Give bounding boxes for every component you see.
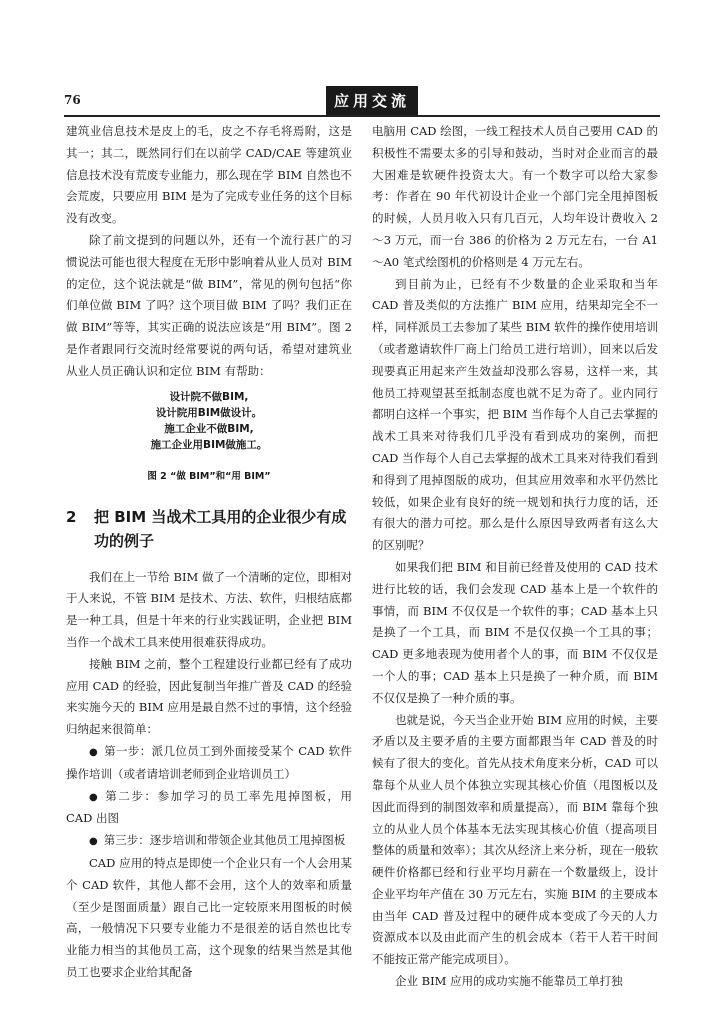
left-column	[66, 121, 352, 984]
figure-caption: 图 2 “做 BIM”和“用 BIM”	[147, 470, 271, 482]
figure-line: 施工企业用BIM做施工。	[150, 438, 268, 451]
section-title: 把 BIM 当战术工具用的企业很少有成功的例子	[94, 507, 347, 550]
paragraph: CAD 应用的特点是即使一个企业只有一个人会用某个 CAD 软件，其他人都不会用，这个人的效率和质量（至少是图面质量）跟自己比一定较原来用图板的时候高，一般情况下只要专业能力不是很差的话自然也比专业能力相当的其他员工高，这个现象的结果当然是其他员工也要求企业给其配备	[66, 855, 352, 979]
list-item-text: 第二步：参加学习的员工率先甩掉图板，用 CAD 出图	[66, 788, 352, 826]
figure-line: 设计院用BIM做设计。	[155, 406, 263, 419]
figure-line: 设计院不做BIM,	[169, 390, 249, 403]
list-item-text: 第三步：逐步培训和带领企业其他员工甩掉图板	[103, 833, 346, 848]
bullet-icon: ●	[89, 791, 100, 803]
bullet-icon: ●	[89, 746, 99, 758]
paragraph: 企业 BIM 应用的成功实施不能靠员工单打独	[395, 974, 623, 989]
right-column	[372, 121, 658, 993]
section-label: 应用交流	[326, 86, 418, 115]
paragraph: 也就是说，今天当企业开始 BIM 应用的时候，主要矛盾以及主要矛盾的主要方面都跟当年 CAD 普及的时候有了很大的变化。首先从技术角度来分析，CAD 可以靠每个从业人员个体独立实现其核心价值（甩图板以及因此而得到的制图效率和质量提高），而 BIM 靠每个独立的从业人员个体基本无法实现其核心价值（提高项目整体的质量和效率）；其次从经济上来分析，现在一般软硬件价格都已经和行业平均月薪在一个数量级上，设计企业平均年产值在 30 万元左右，实施 BIM 的主要成本由当年 CAD 普及过程中的硬件成本变成了今天的人力资源成本以及由此而产生的机会成本（若干人若干时间不能按正常产能完成项目）。	[372, 712, 658, 967]
paragraph: 到目前为止，已经有不少数量的企业采取和当年 CAD 普及类似的方法推广 BIM 应用，结果却完全不一样，同样派员工去参加了某些 BIM 软件的操作使用培训（或者邀请软件厂商上门给员工进行培训），回来以后发现要真正用起来产生效益却没那么容易，这样一来，其他员工持观望甚至抵制态度也就不足为奇了。业内同行都明白这样一个事实，把 BIM 当作每个人自己去掌握的战术工具来对待我们几乎没有看到成功的案例，而把 CAD 当作每个人自己去掌握的战术工具来对待我们看到和得到了甩掉图版的成功，但其应用效率和水平仍然比较低，如果企业有良好的统一规划和执行力度的话，还有很大的潜力可挖。那么是什么原因导致两者有这么大的区别呢？	[372, 276, 658, 553]
page-number: 76	[64, 93, 81, 107]
list-item	[66, 786, 352, 831]
paragraph: 如果我们把 BIM 和目前已经普及使用的 CAD 技术进行比较的话，我们会发现 CAD 基本上是一个软件的事情，而 BIM 不仅仅是一个软件的事；CAD 基本上只是换了一个工具，而 BIM 不是仅仅换一个工具的事；CAD 更多地表现为使用者个人的事，而 BIM 不仅仅是一个人的事；CAD 基本上只是换了一种介质，而 BIM 不仅仅是换了一种介质的事。	[372, 559, 658, 705]
list-item	[66, 830, 352, 853]
header-rule	[64, 115, 660, 117]
figure-2	[66, 389, 352, 485]
figure-line: 施工企业不做BIM,	[164, 422, 254, 435]
paragraph: 建筑业信息技术是皮上的毛，皮之不存毛将焉附，这是其一；其二，既然同行们在以前学 CAD/CAE 等建筑业信息技术没有荒废专业能力，那么现在学 BIM 自然也不会荒废，只要应用 BIM 是为了完成专业任务的这个目标没有改变。	[66, 124, 352, 226]
list-item	[66, 741, 352, 786]
paragraph: 电脑用 CAD 绘图，一线工程技术人员自己要用 CAD 的积极性不需要太多的引导和鼓动，当时对企业而言的最大困难是软硬件投资太大。有一个数字可以给大家参考：作者在 90 年代初设计企业一个部门完全甩掉图板的时候，人员月收入只有几百元，人均年设计费收入 2～3 万元，而一台 386 的价格为 2 万元左右，一台 A1～A0 笔式绘图机的价格则是 4 万元左右。	[372, 124, 658, 269]
section-number: 2	[66, 507, 77, 526]
paragraph: 我们在上一节给 BIM 做了一个清晰的定位，即相对于人来说，不管 BIM 是技术、方法、软件，归根结底都是一种工具，但是十年来的行业实践证明，企业把 BIM 当作一个战术工具来使用很难获得成功。	[66, 569, 352, 649]
list-item-text: 第一步：派几位员工到外面接受某个 CAD 软件操作培训（或者请培训老师到企业培训员工）	[66, 743, 352, 781]
paragraph: 除了前文提到的问题以外，还有一个流行甚广的习惯说法可能也很大程度在无形中影响着从业人员对 BIM 的定位，这个说法就是“做 BIM”，常见的例句包括“你们单位做 BIM 了吗？这个项目做 BIM 了吗？我们正在做 BIM”等等，其实正确的说法应该是“用 BIM”。图 2 是作者跟同行交流时经常要说的两句话，希望对建筑业从业人员正确认识和定位 BIM 有帮助：	[66, 232, 352, 378]
paragraph: 接触 BIM 之前，整个工程建设行业都已经有了成功应用 CAD 的经验，因此复制当年推广普及 CAD 的经验来实施今天的 BIM 应用是最自然不过的事情，这个经验归纳起来很简单：	[66, 656, 352, 737]
bullet-icon: ●	[89, 836, 98, 848]
section-heading	[66, 505, 352, 553]
